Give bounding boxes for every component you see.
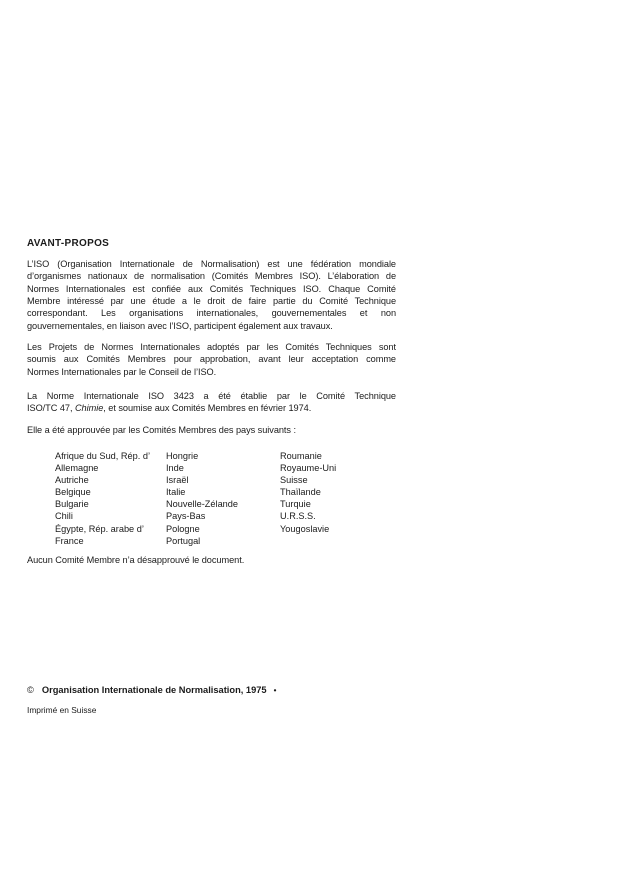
copyright-icon: © <box>27 685 34 695</box>
country-name: Belgique <box>55 487 91 498</box>
paragraph-line: correspondant. Les organisations internationales, gouvernementales et non <box>27 308 396 319</box>
paragraph-line: Normes Internationales est confiée aux Comités Techniques ISO. Chaque Comité <box>27 283 396 294</box>
country-name: Pays-Bas <box>166 511 206 522</box>
country-name: France <box>55 535 84 546</box>
paragraph-line: Membre intéressé par une étude a le droit de faire partie du Comité Technique <box>27 295 396 306</box>
country-name: Pologne <box>166 523 200 534</box>
country-name: Inde <box>166 463 184 474</box>
country-name: Turquie <box>280 499 311 510</box>
paragraph-line: gouvernementales, en liaison avec l’ISO, participent également aux travaux. <box>27 320 333 331</box>
printed-in-note: Imprimé en Suisse <box>27 705 97 715</box>
country-name: Égypte, Rép. arabe d’ <box>55 523 144 534</box>
paragraph-iso-description <box>27 258 396 332</box>
countries-column-2 <box>166 450 238 547</box>
standard-committee-text: ISO/TC 47, <box>27 403 75 414</box>
committee-subject-italic: Chimie <box>74 403 104 414</box>
paragraph-line: La Norme Internationale ISO 3423 a été établie par le Comité Technique <box>27 391 396 401</box>
paragraph-line: L’ISO (Organisation Internationale de Normalisation) est une fédération mondiale <box>27 259 396 269</box>
country-name: Bulgarie <box>55 499 89 510</box>
standard-date-text: , et soumise aux Comités Membres en février 1974. <box>103 403 312 414</box>
country-name: Autriche <box>55 475 89 486</box>
country-name: Yougoslavie <box>280 523 330 534</box>
paragraph-line: soumis aux Comités Membres pour approbation, avant leur acceptation comme <box>27 354 396 365</box>
country-name: Hongrie <box>166 451 199 461</box>
copyright-line <box>27 684 276 697</box>
paragraph-line: Les Projets de Normes Internationales adoptés par les Comités Techniques sont <box>27 342 396 352</box>
paragraph-line: d’organismes nationaux de normalisation (Comités Membres ISO). L’élaboration de <box>27 271 396 282</box>
copyright-text: Organisation Internationale de Normalisation, 1975 <box>41 685 267 695</box>
countries-column-3 <box>280 450 336 535</box>
country-name: Allemagne <box>55 463 99 474</box>
country-name: Afrique du Sud, Rép. d’ <box>55 451 150 461</box>
country-name: Italie <box>166 487 186 498</box>
country-name: Nouvelle-Zélande <box>166 499 239 510</box>
foreword-heading: AVANT-PROPOS <box>27 238 110 249</box>
country-name: Portugal <box>166 535 201 546</box>
country-name: Israël <box>166 475 189 486</box>
approval-intro-line: Elle a été approuvée par les Comités Membres des pays suivants : <box>27 425 296 435</box>
disapproval-note-line: Aucun Comité Membre n’a désapprouvé le document. <box>27 555 245 565</box>
country-name: Thaïlande <box>280 487 321 498</box>
member-countries-list <box>0 450 620 550</box>
bullet-icon: • <box>273 686 277 695</box>
paragraph-standard-origin <box>27 390 396 415</box>
country-name: Roumanie <box>280 451 322 461</box>
paragraph-line: Normes Internationales par le Conseil de l’ISO. <box>27 366 217 377</box>
paragraph-draft-approval <box>27 341 396 378</box>
country-name: Chili <box>55 511 73 522</box>
country-name: Suisse <box>280 475 308 486</box>
country-name: Royaume-Uni <box>280 463 337 474</box>
countries-column-1 <box>55 450 150 547</box>
country-name: U.R.S.S. <box>280 511 316 522</box>
paragraph-line <box>27 402 396 414</box>
